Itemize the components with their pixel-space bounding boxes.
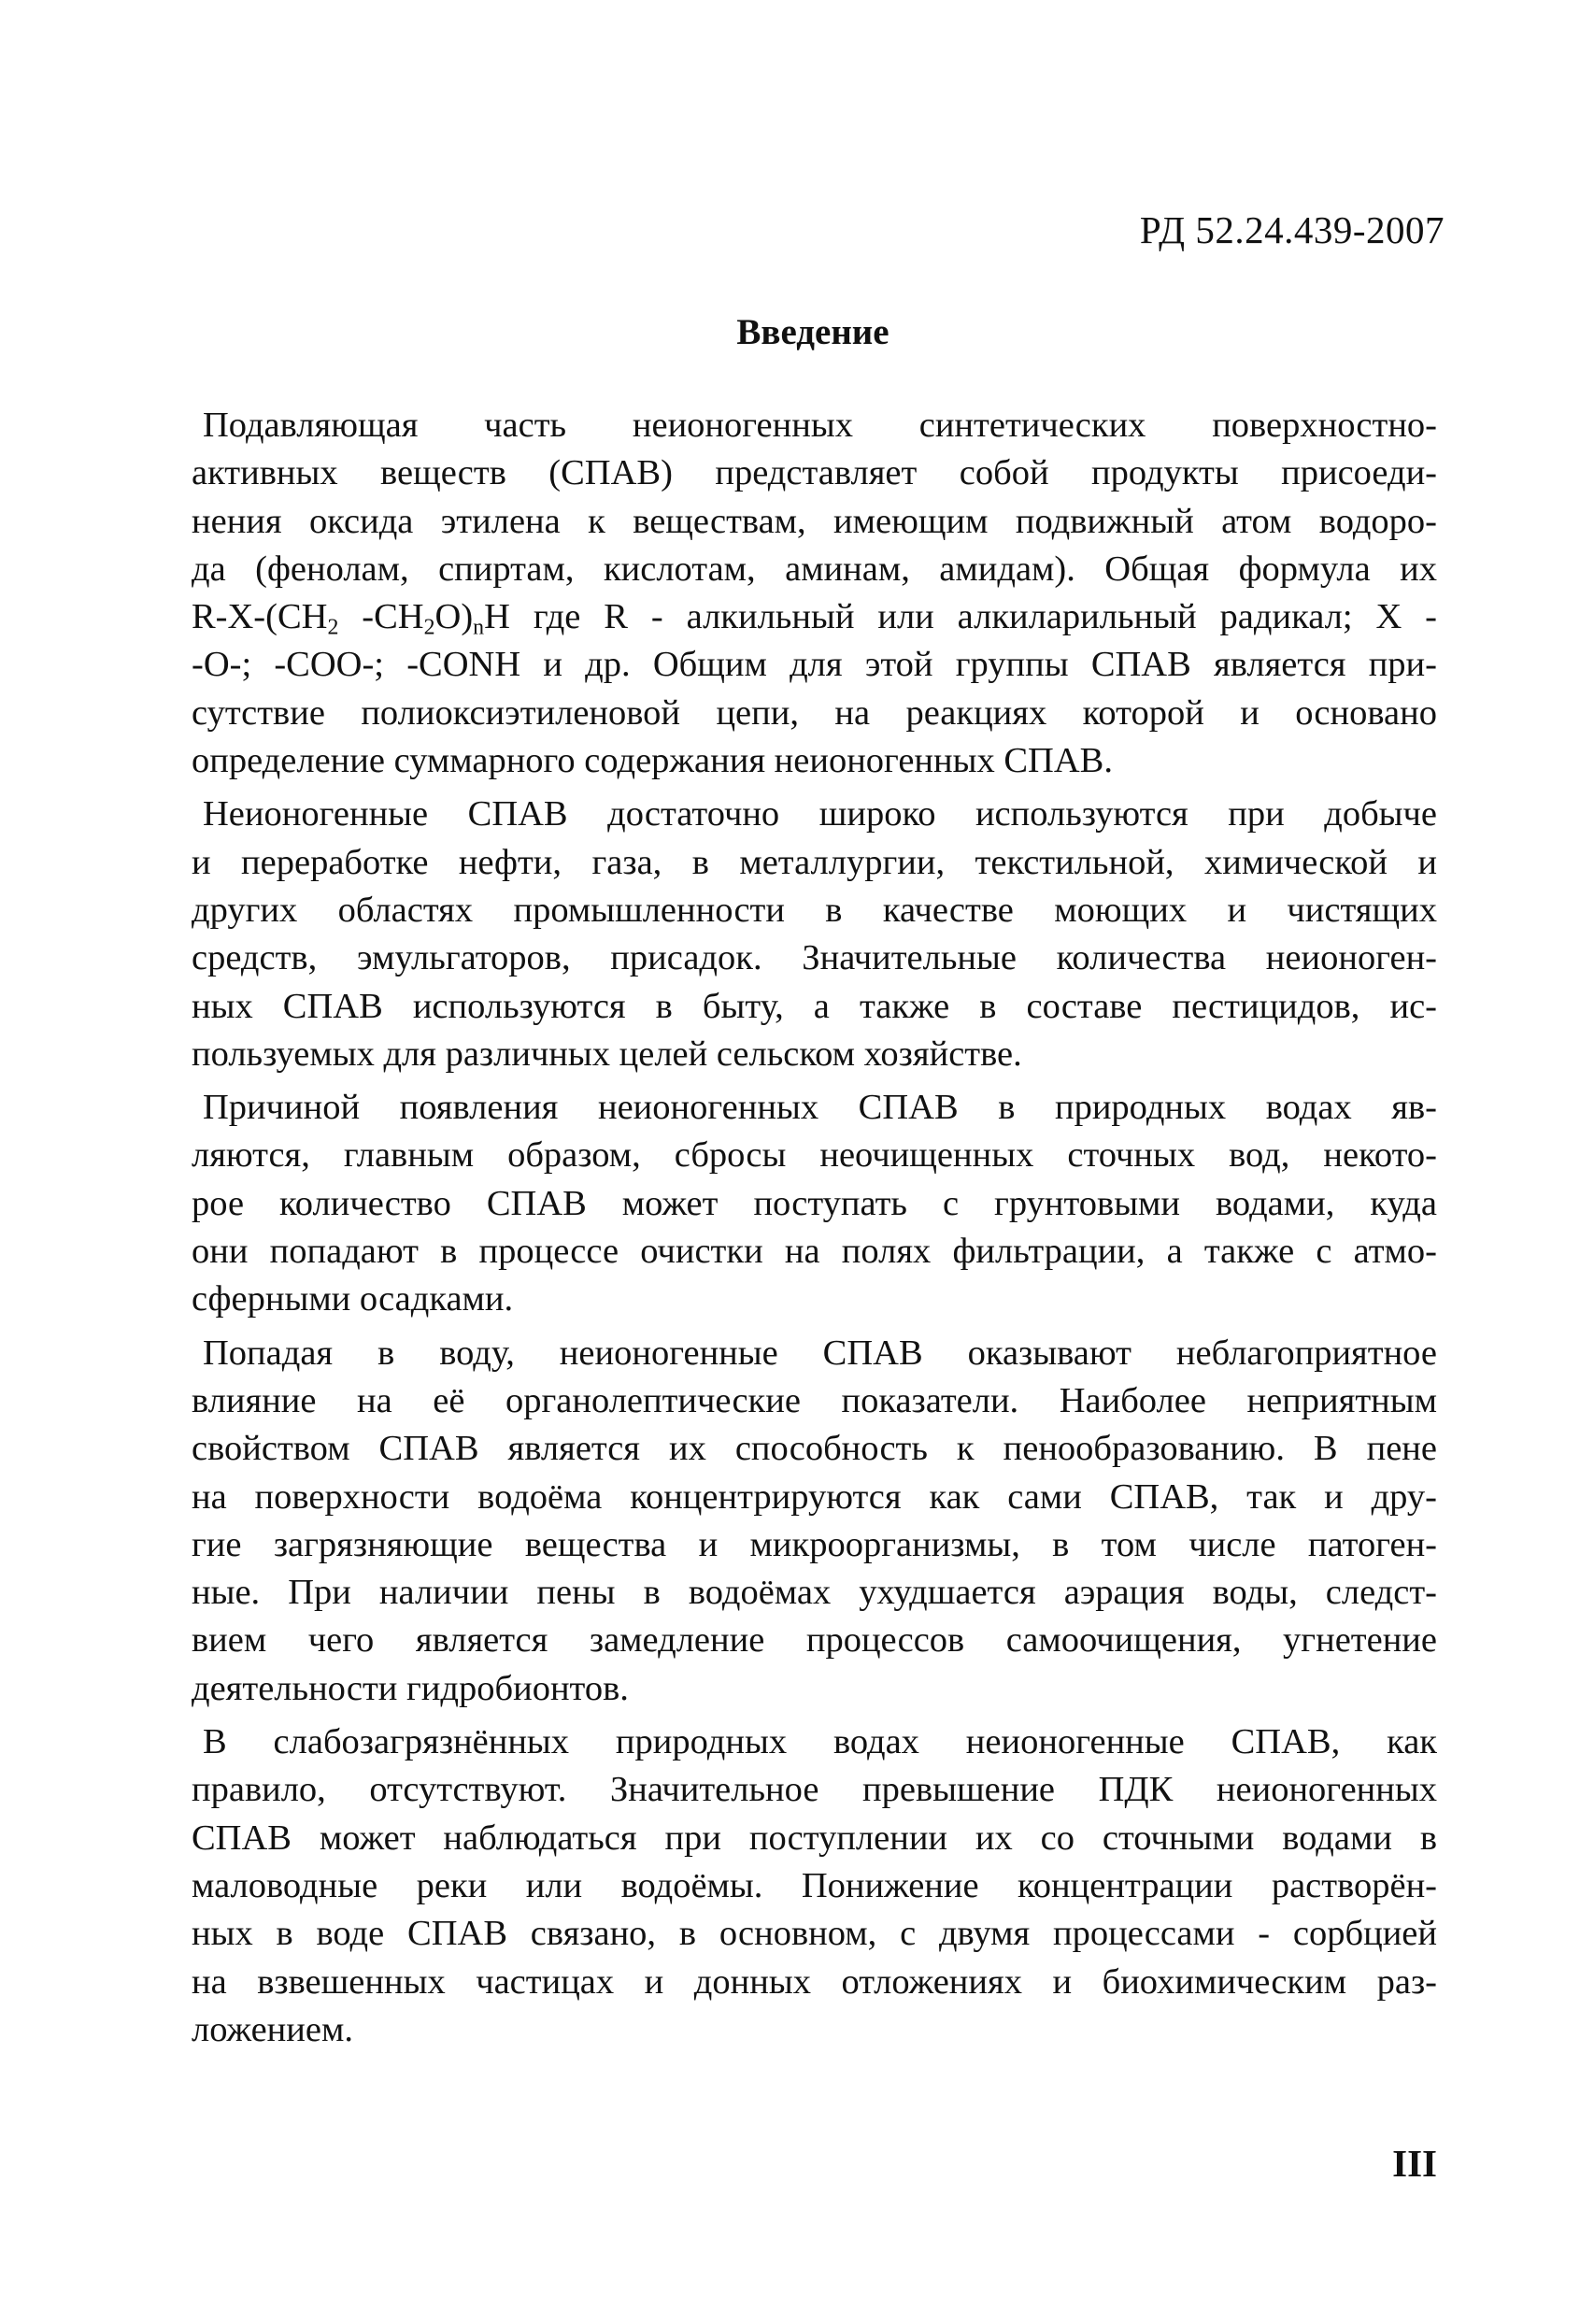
text-line: маловодные реки или водоёмы. Понижение концентрации растворён-: [192, 1865, 1437, 1905]
text-line: Причиной появления неионогенных СПАВ в природных водах яв-: [203, 1088, 1437, 1128]
formula-part: -CH: [338, 597, 424, 637]
text-line: гие загрязняющие вещества и микроорганизмы, в том числе патоген-: [192, 1524, 1437, 1564]
text-line: правило, отсутствуют. Значительное превышение ПДК неионогенных: [192, 1770, 1437, 1810]
text-line: -O-; -COO-; -CONH и др. Общим для этой группы СПАВ является при-: [192, 645, 1437, 685]
page-number: III: [1392, 2142, 1437, 2185]
text-line: сутствие полиоксиэтиленовой цепи, на реакциях которой и основано: [192, 692, 1437, 733]
text-line: свойством СПАВ является их способность к пенообразованию. В пене: [192, 1429, 1437, 1469]
formula-subscript: n: [473, 615, 485, 640]
text-line: Подавляющая часть неионогенных синтетических поверхностно-: [203, 406, 1437, 445]
formula-subscript: 2: [423, 615, 435, 640]
paragraph-2: [180, 791, 1437, 1078]
text-line: нения оксида этилена к веществам, имеющим подвижный атом водоро-: [192, 501, 1437, 541]
paragraph-5: [180, 1718, 1437, 2054]
text-line: и переработке нефти, газа, в металлургии, текстильной, химической и: [192, 842, 1437, 882]
text-line: В слабозагрязнённых природных водах неионогенные СПАВ, как: [203, 1722, 1437, 1762]
text-line: определение суммарного содержания неионогенных СПАВ.: [192, 741, 1113, 781]
formula-subscript: 2: [327, 615, 339, 640]
text-line: они попадают в процессе очистки на полях фильтрации, а также с атмо-: [192, 1232, 1437, 1272]
text-line: на поверхности водоёма концентрируются как сами СПАВ, так и дру-: [192, 1476, 1437, 1517]
text-line: сферными осадками.: [192, 1279, 514, 1319]
text-line: ные. При наличии пены в водоёмах ухудшается аэрация воды, следст-: [192, 1573, 1437, 1613]
text-line: средств, эмульгаторов, присадок. Значительные количества неионоген-: [192, 938, 1437, 978]
formula-line: [180, 593, 1437, 641]
text-line: ляются, главным образом, сбросы неочищенных сточных вод, некото-: [192, 1135, 1437, 1176]
document-code: РД 52.24.439-2007: [1139, 208, 1445, 251]
text-line: ных СПАВ используются в быту, а также в составе пестицидов, ис-: [192, 986, 1437, 1026]
text-line: пользуемых для различных целей сельском хозяйстве.: [192, 1034, 1022, 1074]
text-line: влияние на её органолептические показатели. Наиболее неприятным: [192, 1380, 1437, 1420]
formula-part: O): [434, 597, 474, 637]
text-line: на взвешенных частицах и донных отложениях и биохимическим раз-: [192, 1961, 1437, 2002]
body-text: [180, 402, 1437, 2060]
text-line: рое количество СПАВ может поступать с грунтовыми водами, куда: [192, 1183, 1437, 1223]
text-line: Попадая в воду, неионогенные СПАВ оказывают неблагоприятное: [203, 1333, 1437, 1373]
paragraph-3: [180, 1084, 1437, 1323]
text-line: вием чего является замедление процессов самоочищения, угнетение: [192, 1620, 1437, 1661]
text-line: деятельности гидробионтов.: [192, 1668, 629, 1708]
paragraph-1: [180, 402, 1437, 785]
formula-part: H где R - алкильный или алкиларильный радикал; X -: [484, 597, 1438, 637]
text-line: ных в воде СПАВ связано, в основном, с двумя процессами - сорбцией: [192, 1914, 1437, 1954]
section-title: Введение: [736, 312, 890, 352]
text-line: да (фенолам, спиртам, кислотам, аминам, амидам). Общая формула их: [192, 549, 1437, 589]
paragraph-4: [180, 1330, 1437, 1713]
formula-part: R-X-(CH: [192, 597, 328, 637]
text-line: СПАВ может наблюдаться при поступлении их со сточными водами в: [192, 1818, 1437, 1858]
text-line: других областях промышленности в качестве моющих и чистящих: [192, 890, 1437, 930]
text-line: Неионогенные СПАВ достаточно широко используются при добыче: [203, 794, 1437, 834]
text-line: активных веществ (СПАВ) представляет собой продукты присоеди-: [192, 453, 1437, 493]
text-line: ложением.: [192, 2009, 353, 2049]
